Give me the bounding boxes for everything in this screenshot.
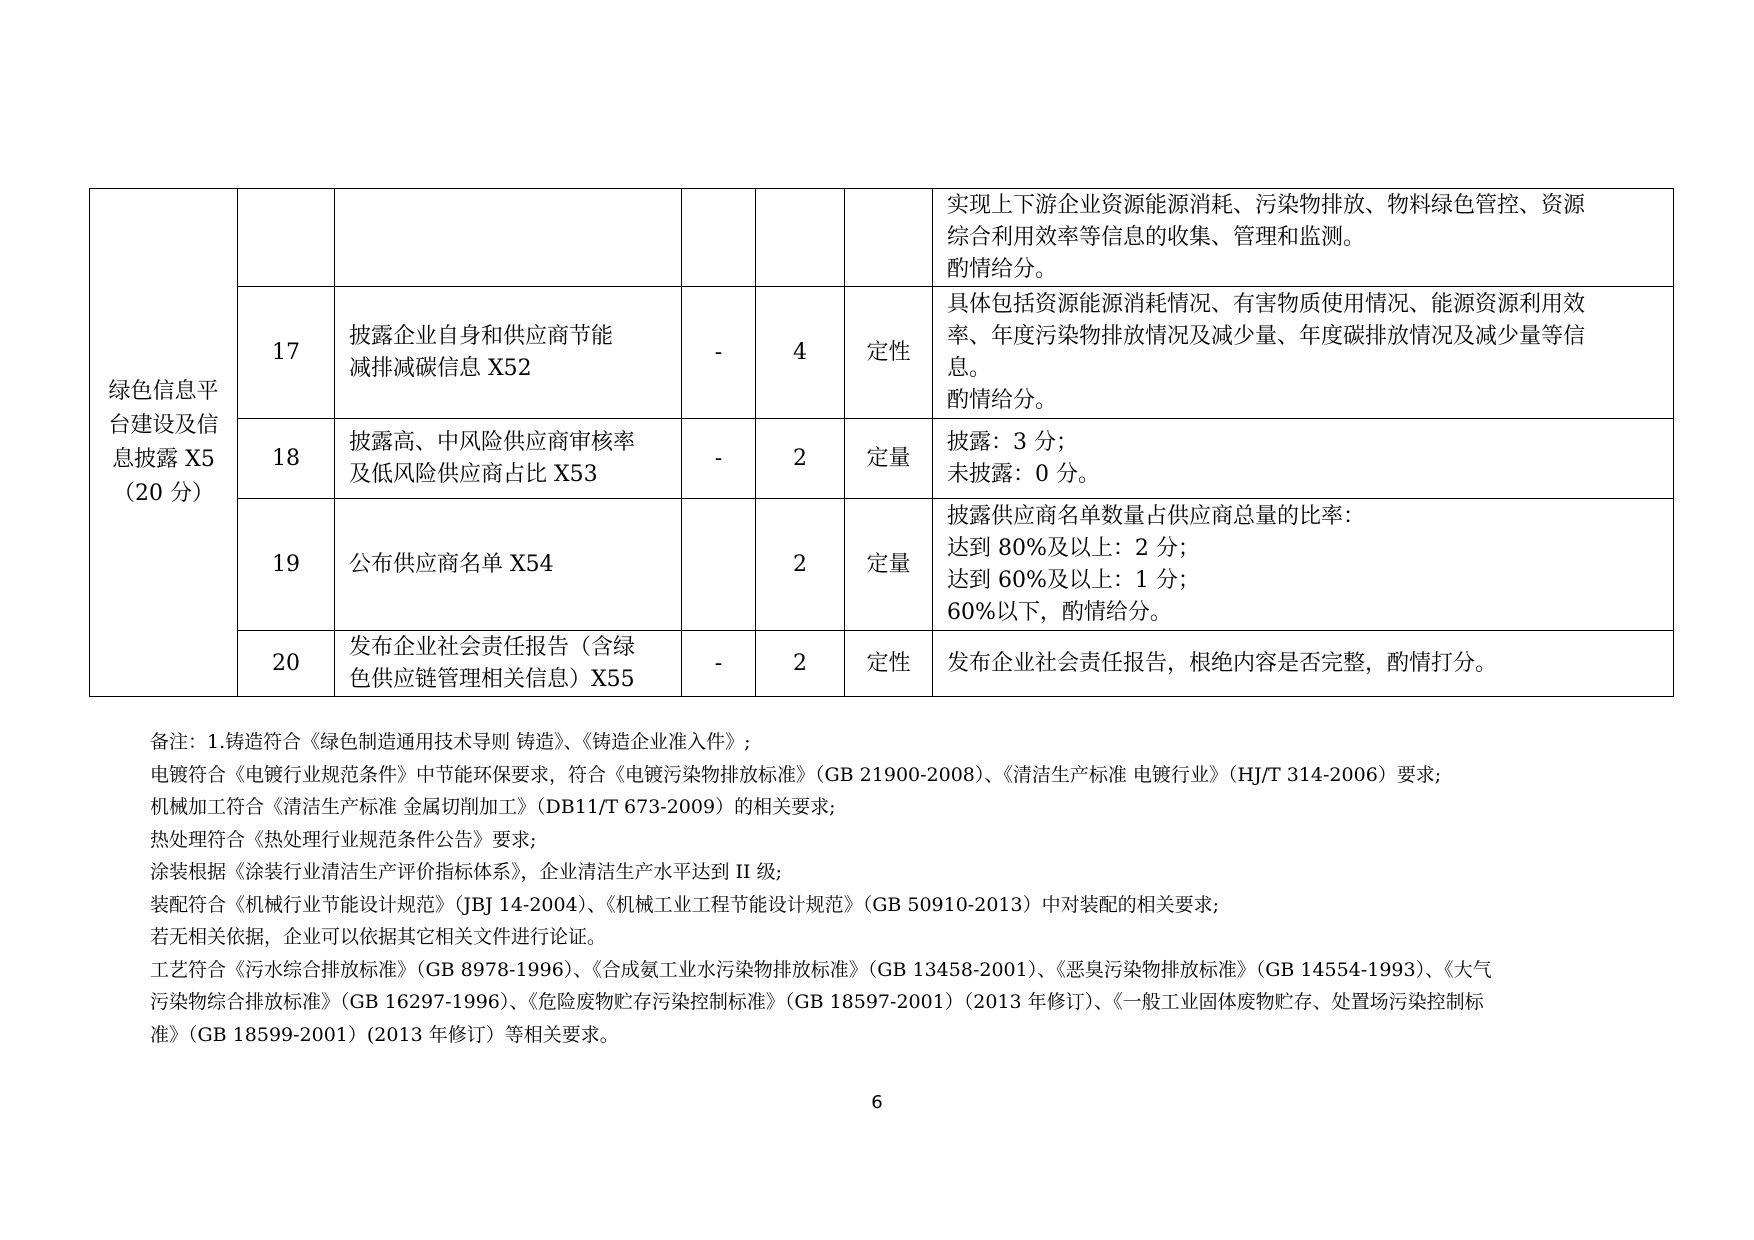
indicator-table <box>89 188 1674 697</box>
criteria-cell <box>933 189 1674 287</box>
criteria-cell-line: 披露供应商名单数量占供应商总量的比率： <box>947 503 1366 529</box>
criteria-cell-line: 发布企业社会责任报告，根绝内容是否完整，酌情打分。 <box>947 650 1498 676</box>
score-cell: 2 <box>756 499 845 631</box>
page-number: 6 <box>871 1092 883 1113</box>
type-cell: 定量 <box>845 499 933 631</box>
indicator-cell <box>335 499 682 631</box>
criteria-cell-line: 酌情给分。 <box>947 387 1058 413</box>
indicator-cell-line: 公布供应商名单 X54 <box>349 551 554 577</box>
table-row <box>90 287 1674 419</box>
note-line: 电镀符合《电镀行业规范条件》中节能环保要求，符合《电镀污染物排放标准》（GB 21900-2008）、《清洁生产标准 电镀行业》（HJ/T 314-2006）要求; <box>150 763 1442 786</box>
criteria-cell-line: 60%以下，酌情给分。 <box>947 599 1172 625</box>
note-line: 热处理符合《热处理行业规范条件公告》要求; <box>150 828 537 851</box>
note-line: 污染物综合排放标准》（GB 16297-1996）、《危险废物贮存污染控制标准》（GB 18597-2001）（2013 年修订）、《一般工业固体废物贮存、处置场污染控制标 <box>150 991 1484 1013</box>
note-line: 备注：1.铸造符合《绿色制造通用技术导则 铸造》、《铸造企业准入件》; <box>150 731 751 753</box>
criteria-cell-line: 达到 80%及以上：2 分； <box>947 535 1200 561</box>
indicator-cell-line: 色供应链管理相关信息）X55 <box>349 666 635 692</box>
indicator-cell-line: 披露高、中风险供应商审核率 <box>349 429 636 455</box>
criteria-cell-line: 达到 60%及以上：1 分； <box>947 567 1200 593</box>
category-line: （20 分） <box>113 480 214 506</box>
note-line: 准》（GB 18599-2001）(2013 年修订）等相关要求。 <box>150 1023 619 1046</box>
category-cell <box>90 189 238 697</box>
row-number-cell: 17 <box>238 287 335 419</box>
notes-section <box>150 726 1630 1051</box>
category-line: 息披露 X5 <box>112 446 215 472</box>
indicator-cell <box>335 287 682 419</box>
table-row <box>90 631 1674 697</box>
unit-cell <box>682 189 756 287</box>
row-number-cell: 19 <box>238 499 335 631</box>
category-line: 绿色信息平 <box>108 378 219 404</box>
criteria-cell <box>933 287 1674 419</box>
indicator-cell-line: 发布企业社会责任报告（含绿 <box>349 634 636 660</box>
criteria-cell <box>933 631 1674 697</box>
score-cell: 2 <box>756 631 845 697</box>
criteria-cell-line: 率、年度污染物排放情况及减少量、年度碳排放情况及减少量等信 <box>947 323 1586 349</box>
indicator-cell <box>335 189 682 287</box>
indicator-cell <box>335 419 682 499</box>
indicator-cell <box>335 631 682 697</box>
unit-cell <box>682 499 756 631</box>
criteria-cell-line: 实现上下游企业资源能源消耗、污染物排放、物料绿色管控、资源 <box>947 192 1586 218</box>
score-cell: 4 <box>756 287 845 419</box>
criteria-cell-line: 未披露：0 分。 <box>947 461 1100 487</box>
unit-cell: - <box>682 631 756 697</box>
table-row <box>90 189 1674 287</box>
note-line: 若无相关依据，企业可以依据其它相关文件进行论证。 <box>150 926 607 948</box>
score-cell <box>756 189 845 287</box>
row-number-cell: 18 <box>238 419 335 499</box>
category-line: 台建设及信 <box>108 412 219 438</box>
criteria-cell <box>933 419 1674 499</box>
criteria-cell <box>933 499 1674 631</box>
note-line: 工艺符合《污水综合排放标准》（GB 8978-1996）、《合成氨工业水污染物排放标准》（GB 13458-2001）、《恶臭污染物排放标准》（GB 14554-1993）、《大气 <box>150 958 1492 981</box>
type-cell: 定量 <box>845 419 933 499</box>
note-line: 机械加工符合《清洁生产标准 金属切削加工》（DB11/T 673-2009）的相关要求; <box>150 796 836 818</box>
criteria-cell-line: 酌情给分。 <box>947 256 1058 282</box>
criteria-cell-line: 息。 <box>947 355 992 381</box>
type-cell: 定性 <box>845 287 933 419</box>
row-number-cell: 20 <box>238 631 335 697</box>
unit-cell: - <box>682 287 756 419</box>
table-row <box>90 499 1674 631</box>
note-line: 装配符合《机械行业节能设计规范》（JBJ 14-2004）、《机械工业工程节能设计规范》（GB 50910-2013）中对装配的相关要求; <box>150 893 1219 916</box>
indicator-cell-line: 减排减碳信息 X52 <box>349 355 532 381</box>
criteria-cell-line: 披露：3 分； <box>947 429 1078 455</box>
indicator-cell-line: 披露企业自身和供应商节能 <box>349 323 614 349</box>
criteria-cell-line: 综合利用效率等信息的收集、管理和监测。 <box>947 224 1366 250</box>
table-row <box>90 419 1674 499</box>
criteria-cell-line: 具体包括资源能源消耗情况、有害物质使用情况、能源资源利用效 <box>947 291 1586 317</box>
type-cell: 定性 <box>845 631 933 697</box>
note-line: 涂装根据《涂装行业清洁生产评价指标体系》，企业清洁生产水平达到 II 级; <box>150 861 782 883</box>
row-number-cell <box>238 189 335 287</box>
type-cell <box>845 189 933 287</box>
score-cell: 2 <box>756 419 845 499</box>
indicator-cell-line: 及低风险供应商占比 X53 <box>349 461 598 487</box>
unit-cell: - <box>682 419 756 499</box>
